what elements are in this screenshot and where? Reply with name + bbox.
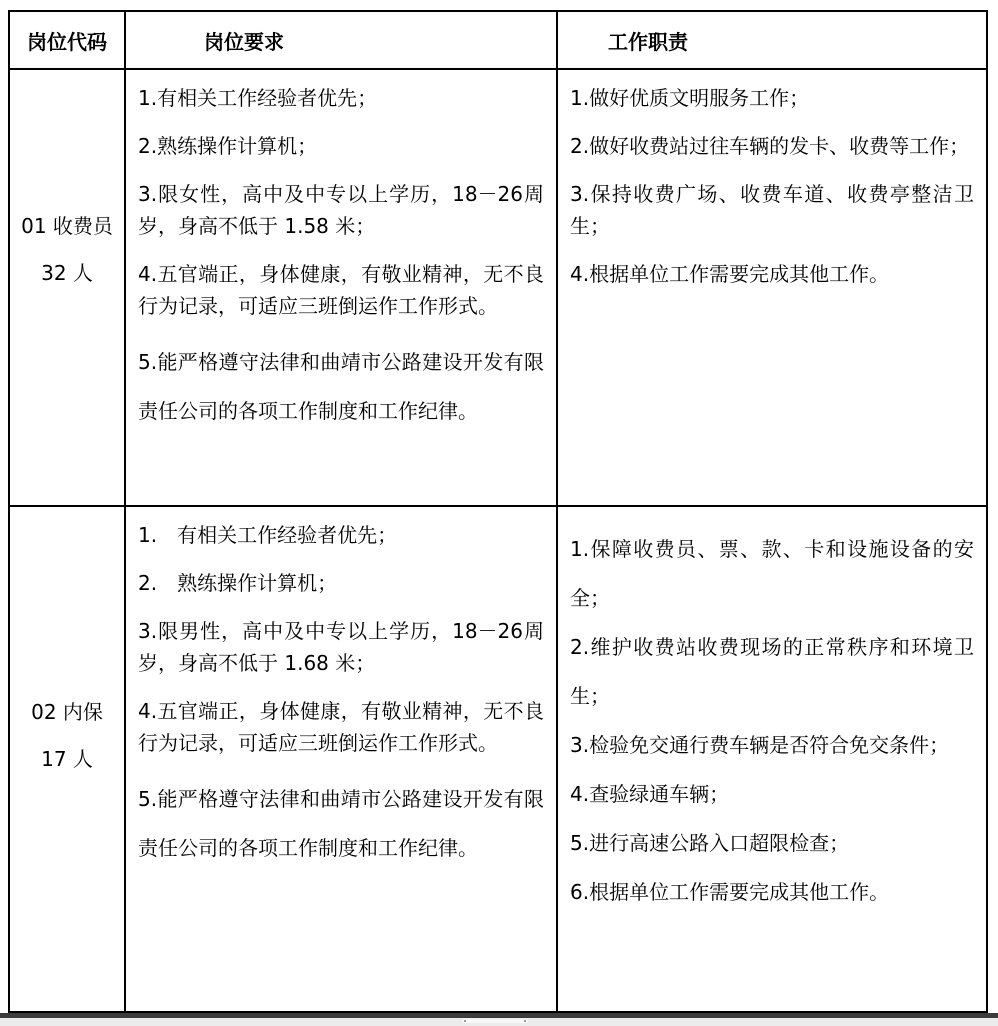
list-item: 3.限女性，高中及中专以上学历，18－26周岁，身高不低于 1.58 米；	[138, 182, 544, 238]
header-job-duties: 工作职责	[556, 12, 986, 68]
header-position-requirements: 岗位要求	[124, 12, 556, 68]
list-item: 5.能严格遵守法律和曲靖市公路建设开发有限责任公司的各项工作制度和工作纪律。	[138, 787, 544, 860]
list-item: 2.维护收费站收费现场的正常秩序和环境卫生；	[570, 635, 974, 708]
scrollbar-thumb-dot	[524, 1020, 526, 1022]
position-code-cell-01	[10, 68, 124, 505]
code-line: 02 内保	[31, 700, 103, 724]
code-line: 32 人	[41, 260, 93, 285]
list-item: 1. 有相关工作经验者优先；	[138, 523, 398, 547]
list-item: 3.限男性，高中及中专以上学历，18－26周岁，身高不低于 1.68 米；	[138, 619, 544, 675]
scrollbar-thumb-dot	[464, 1020, 466, 1022]
list-item: 1.保障收费员、票、款、卡和设施设备的安全；	[570, 537, 974, 610]
job-positions-table	[8, 10, 988, 1013]
list-item: 2. 熟练操作计算机；	[138, 571, 338, 595]
list-item: 1.有相关工作经验者优先；	[138, 86, 378, 110]
list-item: 5.能严格遵守法律和曲靖市公路建设开发有限责任公司的各项工作制度和工作纪律。	[138, 350, 544, 423]
position-code-cell-02	[10, 505, 124, 1011]
code-line: 17 人	[41, 747, 93, 771]
list-item: 4.根据单位工作需要完成其他工作。	[570, 262, 890, 286]
list-item: 2.做好收费站过往车辆的发卡、收费等工作；	[570, 134, 970, 158]
duties-cell-02	[556, 505, 986, 1011]
list-item: 2.熟练操作计算机；	[138, 134, 318, 158]
requirements-cell-02	[124, 505, 556, 1011]
header-position-code: 岗位代码	[27, 29, 107, 54]
code-line: 01 收费员	[21, 213, 113, 238]
list-item: 4.五官端正，身体健康，有敬业精神，无不良行为记录，可适应三班倒运作工作形式。	[138, 262, 544, 318]
list-item: 3.保持收费广场、收费车道、收费亭整洁卫生；	[570, 182, 974, 238]
list-item: 6.根据单位工作需要完成其他工作。	[570, 880, 890, 904]
horizontal-scrollbar-thumb[interactable]	[462, 1019, 528, 1023]
list-item: 3.检验免交通行费车辆是否符合免交条件；	[570, 733, 950, 757]
list-item: 4.查验绿通车辆；	[570, 782, 730, 806]
list-item: 1.做好优质文明服务工作；	[570, 86, 810, 110]
list-item: 4.五官端正，身体健康，有敬业精神，无不良行为记录，可适应三班倒运作工作形式。	[138, 699, 544, 755]
list-item: 5.进行高速公路入口超限检查；	[570, 831, 850, 855]
duties-cell-01	[556, 68, 986, 505]
requirements-cell-01	[124, 68, 556, 505]
